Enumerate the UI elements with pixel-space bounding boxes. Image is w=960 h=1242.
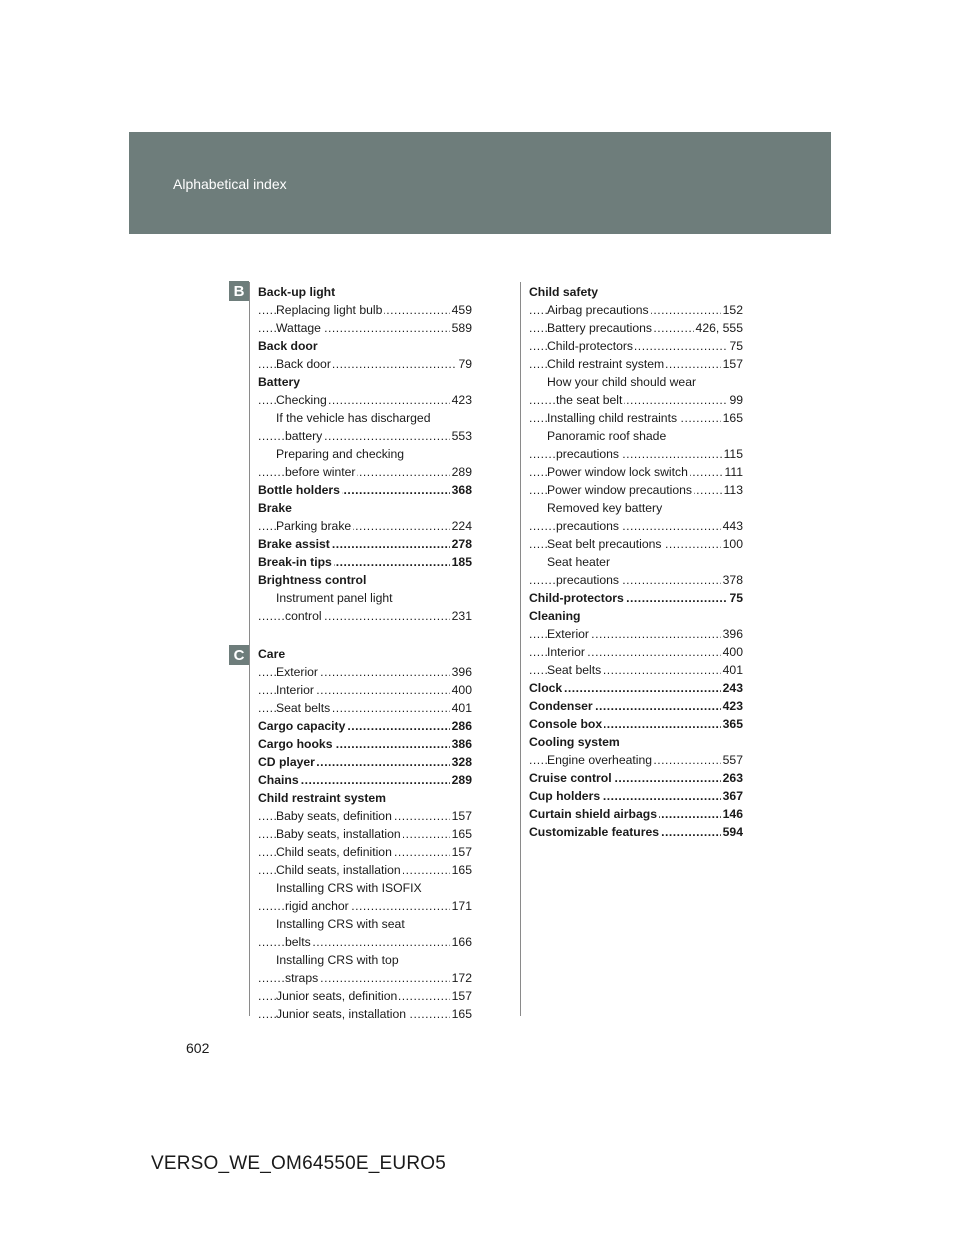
index-entry — [529, 319, 743, 337]
index-entry — [529, 733, 743, 751]
index-entry-term: Junior seats, installation — [276, 1007, 407, 1021]
index-entry-page: 157 — [722, 357, 743, 371]
index-entry-page: 557 — [722, 753, 743, 767]
index-entry-term: control — [285, 609, 322, 623]
index-entry-term: Brightness control — [258, 573, 367, 587]
index-entry — [529, 805, 743, 823]
index-entry-term: Baby seats, definition — [276, 809, 392, 823]
index-entry-term: How your child should wear — [547, 375, 697, 389]
index-entry — [529, 373, 743, 391]
index-entry-term: Interior — [276, 683, 314, 697]
index-entry — [529, 445, 743, 463]
index-entry-term: straps — [285, 971, 319, 985]
index-entry-term: Child safety — [529, 285, 599, 299]
index-entry — [529, 301, 743, 319]
index-entry-term: Chains — [258, 773, 299, 787]
index-entry — [529, 517, 743, 535]
index-entry-term: precautions — [556, 447, 620, 461]
index-entry-term: rigid anchor — [285, 899, 349, 913]
index-entry-page: 443 — [722, 519, 743, 533]
index-entry — [529, 625, 743, 643]
index-entry — [258, 571, 472, 589]
index-entry — [258, 301, 472, 319]
index-entry-page: 157 — [451, 845, 472, 859]
index-entry-term: Child restraint system — [258, 791, 387, 805]
index-entry-page: 165 — [451, 1007, 472, 1021]
index-entry-term: Clock — [529, 681, 563, 695]
index-entry-page: 146 — [722, 807, 743, 821]
index-entry-term: Removed key battery — [547, 501, 663, 515]
index-entry — [529, 463, 743, 481]
index-entry-term: Interior — [547, 645, 585, 659]
index-entry-page: 166 — [451, 935, 472, 949]
index-entry-term: Bottle holders — [258, 483, 340, 497]
index-entry-term: Battery precautions — [547, 321, 653, 335]
index-entry — [258, 427, 472, 445]
index-entry-page: 263 — [722, 771, 743, 785]
index-entry-term: Power window precautions — [547, 483, 692, 497]
index-entry — [529, 499, 743, 517]
index-entry — [258, 825, 472, 843]
index-entry — [529, 697, 743, 715]
index-entry — [529, 391, 743, 409]
index-entry-page: 401 — [722, 663, 743, 677]
index-entry-term: Installing CRS with seat — [276, 917, 405, 931]
index-entry-term: Exterior — [547, 627, 589, 641]
index-entry-term: Baby seats, installation — [276, 827, 401, 841]
section-letter-b: B — [229, 281, 249, 301]
index-entry — [258, 607, 472, 625]
index-entry-term: Back door — [276, 357, 331, 371]
index-entry-term: Brake — [258, 501, 292, 515]
index-entry — [529, 427, 743, 445]
index-entry — [258, 771, 472, 789]
index-entry-term: Preparing and checking — [276, 447, 405, 461]
index-entry — [258, 553, 472, 571]
index-entry — [529, 283, 743, 301]
section-gap — [258, 625, 472, 645]
index-entry — [258, 789, 472, 807]
index-entry-page: 400 — [722, 645, 743, 659]
index-entry-term: CD player — [258, 755, 315, 769]
index-entry-term: Back-up light — [258, 285, 336, 299]
index-entry-page: 165 — [451, 827, 472, 841]
index-entry — [258, 717, 472, 735]
index-entry — [258, 681, 472, 699]
index-entry-term: Condenser — [529, 699, 593, 713]
index-entry-term: Exterior — [276, 665, 318, 679]
index-entry-page: 113 — [723, 483, 743, 497]
right-column-rule — [520, 282, 521, 1016]
index-entry-term: Curtain shield airbags — [529, 807, 657, 821]
index-entry-page: 278 — [451, 537, 472, 551]
index-entry — [258, 951, 472, 969]
index-entry-page: 165 — [451, 863, 472, 877]
index-entry — [529, 643, 743, 661]
index-entry-term: Child seats, installation — [276, 863, 401, 877]
index-entry-term: precautions — [556, 519, 620, 533]
index-entry-page: 185 — [451, 555, 472, 569]
index-entry-term: Instrument panel light — [276, 591, 393, 605]
index-entry-page: 396 — [722, 627, 743, 641]
index-entry-page: 157 — [451, 989, 472, 1003]
index-entry — [529, 769, 743, 787]
index-entry-page: 426, 555 — [695, 321, 743, 335]
index-entry — [529, 355, 743, 373]
index-entry-page: 286 — [451, 719, 472, 733]
document-code: VERSO_WE_OM64550E_EURO5 — [151, 1153, 446, 1174]
index-entry — [258, 735, 472, 753]
index-entry — [258, 897, 472, 915]
index-entry-page: 115 — [723, 447, 743, 461]
index-entry — [258, 373, 472, 391]
index-entry-term: Seat belts — [276, 701, 331, 715]
index-entry-term: Panoramic roof shade — [547, 429, 667, 443]
index-entry-page: 423 — [451, 393, 472, 407]
index-entry — [258, 843, 472, 861]
index-entry-page: 553 — [451, 429, 472, 443]
index-entry-page: 459 — [451, 303, 472, 317]
index-entry — [258, 499, 472, 517]
index-entry-term: Child-protectors — [529, 591, 624, 605]
index-entry-term: Installing CRS with ISOFIX — [276, 881, 422, 895]
index-entry-page: 328 — [451, 755, 472, 769]
index-entry — [258, 1005, 472, 1023]
index-entry — [258, 807, 472, 825]
index-entry-term: Installing CRS with top — [276, 953, 399, 967]
index-entry — [258, 987, 472, 1005]
index-entry — [529, 823, 743, 841]
index-entry-term: Wattage — [276, 321, 321, 335]
index-entry — [529, 661, 743, 679]
index-entry — [258, 283, 472, 301]
index-entry-term: Cup holders — [529, 789, 601, 803]
index-entry-term: Seat belts — [547, 663, 602, 677]
section-header — [129, 132, 831, 234]
index-entry-page: 100 — [722, 537, 743, 551]
index-entry-term: Cargo hooks — [258, 737, 333, 751]
index-entry-page: 171 — [451, 899, 472, 913]
index-entry-page: 365 — [722, 717, 743, 731]
index-column-left — [258, 283, 472, 1023]
index-entry-term: Break-in tips — [258, 555, 332, 569]
index-entry — [529, 679, 743, 697]
index-entry-term: Airbag precautions — [547, 303, 649, 317]
index-entry-page: 99 — [729, 393, 743, 407]
index-entry-term: Brake assist — [258, 537, 330, 551]
header-title: Alphabetical index — [173, 176, 287, 192]
index-entry — [529, 607, 743, 625]
index-entry — [529, 481, 743, 499]
index-entry-page: 75 — [729, 591, 743, 605]
index-entry-page: 401 — [451, 701, 472, 715]
index-entry-term: Cruise control — [529, 771, 612, 785]
index-entry-term: Console box — [529, 717, 603, 731]
index-entry-page: 75 — [729, 339, 743, 353]
left-column-rule — [249, 282, 250, 1016]
index-entry-term: battery — [285, 429, 323, 443]
index-entry — [529, 553, 743, 571]
index-entry-page: 368 — [451, 483, 472, 497]
index-entry — [529, 751, 743, 769]
index-entry-term: Replacing light bulb — [276, 303, 383, 317]
index-entry-page: 224 — [451, 519, 472, 533]
index-entry-term: Installing child restraints — [547, 411, 678, 425]
index-entry-page: 386 — [451, 737, 472, 751]
index-entry-page: 157 — [451, 809, 472, 823]
index-entry-page: 594 — [722, 825, 743, 839]
index-entry — [258, 645, 472, 663]
index-entry — [258, 663, 472, 681]
page-number: 602 — [186, 1040, 210, 1056]
index-entry-term: Cleaning — [529, 609, 581, 623]
index-entry — [529, 787, 743, 805]
index-entry-page: 79 — [458, 357, 472, 371]
index-entry — [258, 699, 472, 717]
index-entry-term: Power window lock switch — [547, 465, 688, 479]
index-entry-term: Battery — [258, 375, 300, 389]
section-letter-c: C — [229, 645, 249, 665]
index-entry-term: Seat belt precautions — [547, 537, 662, 551]
index-entry-term: Customizable features — [529, 825, 660, 839]
index-entry — [258, 445, 472, 463]
index-entry-term: Care — [258, 647, 286, 661]
index-entry-page: 231 — [451, 609, 472, 623]
index-column-right — [529, 283, 743, 841]
index-entry-term: If the vehicle has discharged — [276, 411, 431, 425]
index-entry-term: Junior seats, definition — [276, 989, 398, 1003]
index-entry-term: Child seats, definition — [276, 845, 392, 859]
index-entry-term: Engine overheating — [547, 753, 653, 767]
index-entry-term: Parking brake — [276, 519, 352, 533]
index-entry-term: Child-protectors — [547, 339, 634, 353]
index-entry-term: before winter — [285, 465, 356, 479]
index-entry-term: precautions — [556, 573, 620, 587]
index-entry-page: 367 — [722, 789, 743, 803]
index-entry-page: 172 — [451, 971, 472, 985]
index-entry — [258, 409, 472, 427]
index-entry-page: 400 — [451, 683, 472, 697]
index-entry-page: 111 — [724, 465, 743, 479]
index-entry — [529, 571, 743, 589]
index-entry-term: Cooling system — [529, 735, 620, 749]
index-entry — [258, 319, 472, 337]
index-entry-term: Seat heater — [547, 555, 611, 569]
index-entry — [258, 355, 472, 373]
index-entry-page: 152 — [722, 303, 743, 317]
index-entry — [529, 715, 743, 733]
index-entry — [258, 481, 472, 499]
index-entry-page: 289 — [451, 465, 472, 479]
index-entry-term: the seat belt — [556, 393, 623, 407]
index-entry-page: 243 — [722, 681, 743, 695]
index-entry-page: 378 — [722, 573, 743, 587]
index-entry-page: 589 — [451, 321, 472, 335]
index-entry — [258, 517, 472, 535]
index-entry — [258, 753, 472, 771]
index-entry — [529, 337, 743, 355]
index-entry — [258, 337, 472, 355]
index-entry — [258, 535, 472, 553]
index-entry-term: Checking — [276, 393, 327, 407]
index-entry — [258, 861, 472, 879]
index-entry — [258, 933, 472, 951]
index-entry-page: 423 — [722, 699, 743, 713]
index-entry-term: Back door — [258, 339, 318, 353]
index-entry — [258, 463, 472, 481]
index-entry — [258, 589, 472, 607]
index-entry — [529, 535, 743, 553]
index-entry — [258, 915, 472, 933]
index-entry-term: Cargo capacity — [258, 719, 346, 733]
index-entry — [258, 969, 472, 987]
index-entry-page: 165 — [722, 411, 743, 425]
index-entry — [258, 391, 472, 409]
index-entry-term: Child restraint system — [547, 357, 665, 371]
index-entry — [529, 589, 743, 607]
index-entry-term: belts — [285, 935, 311, 949]
index-entry-page: 396 — [451, 665, 472, 679]
index-entry-page: 289 — [451, 773, 472, 787]
index-entry — [529, 409, 743, 427]
index-entry — [258, 879, 472, 897]
